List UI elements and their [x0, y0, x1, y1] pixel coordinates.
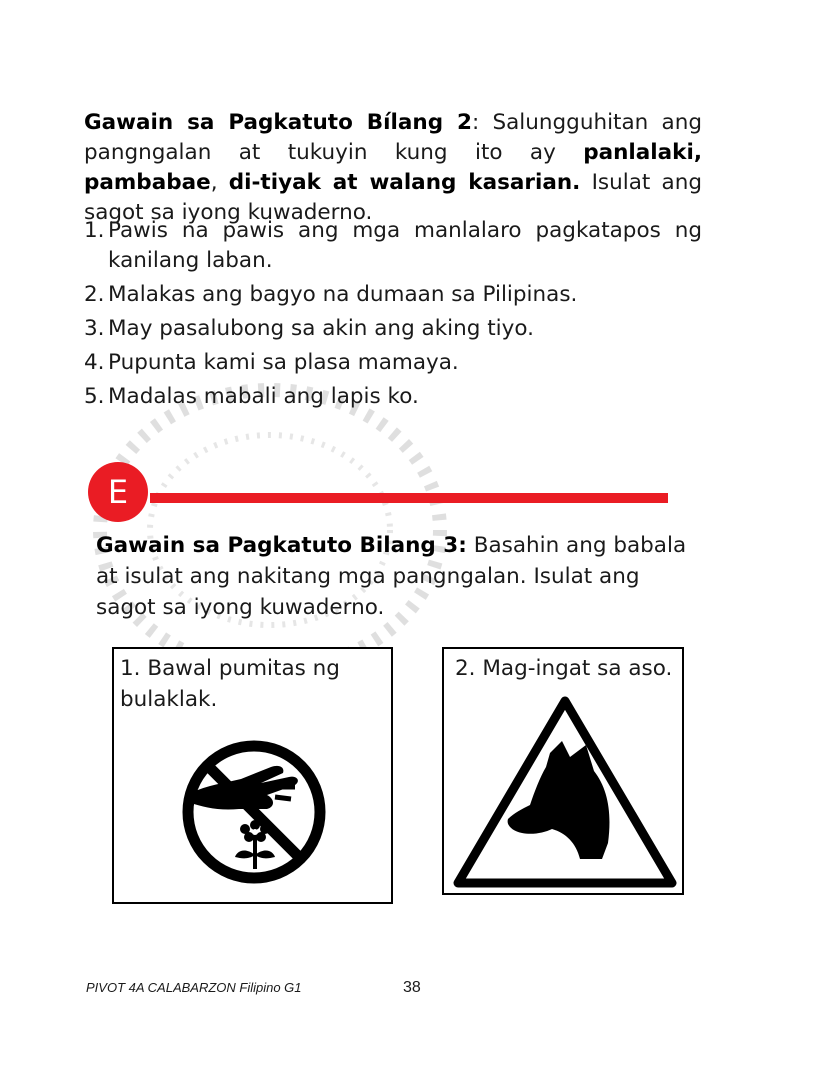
- item-number: 2.: [84, 282, 105, 307]
- instruction-bold-categories: panlalaki, pambabae: [84, 140, 702, 195]
- list-item: [84, 348, 702, 378]
- sign-caption: 2. Mag-ingat sa aso.: [455, 656, 673, 681]
- sign-card-beware-dog: [442, 647, 684, 895]
- no-picking-flowers-icon: [179, 737, 329, 887]
- instruction-text: ,: [210, 170, 229, 195]
- section-badge: E: [88, 462, 148, 522]
- activity-3-title: Gawain sa Pagkatuto Bilang 3:: [96, 533, 467, 558]
- instruction-text: Basahin ang babala at isulat ang nakitang mga pangngalan. Isulat ang sagot sa iyong kuwaderno.: [96, 533, 687, 620]
- page-number: 38: [403, 979, 421, 996]
- activity-2-title: Gawain sa Pagkatuto Bílang 2: [84, 110, 472, 135]
- item-number: 3.: [84, 316, 105, 341]
- list-item: [84, 216, 702, 276]
- section-divider-bar: [150, 493, 668, 503]
- item-text: Pupunta kami sa plasa mamaya.: [108, 350, 459, 375]
- instruction-text: : Salungguhitan ang pangngalan at tukuyin kung ito ay: [84, 110, 702, 165]
- item-number: 4.: [84, 350, 105, 375]
- activity-3-instructions: [96, 530, 696, 623]
- list-item: [84, 314, 702, 344]
- item-text: Pawis na pawis ang mga manlalaro pagkatapos ng kanilang laban.: [108, 218, 702, 273]
- item-number: 5.: [84, 384, 105, 409]
- footer-course-label: PIVOT 4A CALABARZON Filipino G1: [86, 980, 302, 995]
- item-text: Madalas mabali ang lapis ko.: [108, 384, 419, 409]
- beware-of-dog-icon: [452, 693, 678, 889]
- sign-card-no-picking: [112, 647, 393, 904]
- sign-caption: 1. Bawal pumitas ng bulaklak.: [120, 656, 340, 712]
- activity-2-instructions: [84, 108, 702, 228]
- list-item: [84, 382, 702, 412]
- instruction-bold-categories-2: di-tiyak at walang kasarian.: [228, 170, 581, 195]
- sentence-list: [84, 216, 702, 416]
- item-text: Malakas ang bagyo na dumaan sa Pilipinas.: [108, 282, 578, 307]
- list-item: [84, 280, 702, 310]
- instruction-text: Isulat ang sagot sa iyong kuwaderno.: [84, 170, 702, 225]
- item-number: 1.: [84, 218, 105, 243]
- item-text: May pasalubong sa akin ang aking tiyo.: [108, 316, 534, 341]
